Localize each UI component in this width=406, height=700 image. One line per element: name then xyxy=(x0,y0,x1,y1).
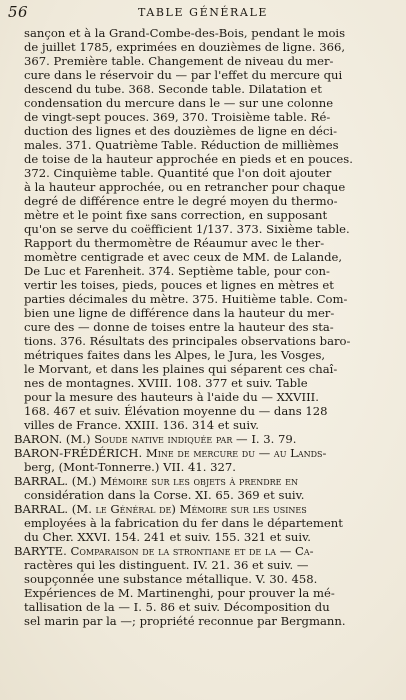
text-line: 372. Cinquième table. Quantité que l'on doit ajouter xyxy=(24,166,332,180)
text-line: 168. 467 et suiv. Élévation moyenne du — dans 128 xyxy=(24,404,328,418)
text-line: descend du tube. 368. Seconde table. Dilatation et xyxy=(24,82,322,96)
text-line: mètre et le point fixe sans correction, en supposant xyxy=(24,208,328,222)
text-line: berg, (Mont-Tonnerre.) VII. 41. 327. xyxy=(24,460,236,474)
text-line: nes de montagnes. XVIII. 108. 377 et suiv. Table xyxy=(24,376,308,390)
index-entry-line: BARON-FRÉDÉRICH. Mine de mercure du — au Lands- xyxy=(14,446,327,460)
text-line: condensation du mercure dans le — sur une colonne xyxy=(24,96,334,110)
text-line: Rapport du thermomètre de Réaumur avec le ther- xyxy=(24,236,325,250)
index-entry-line: BARYTE. Comparaison de la strontiane et de la — Ca- xyxy=(14,544,314,558)
text-line: cure dans le réservoir du — par l'effet du mercure qui xyxy=(24,68,343,82)
text-line: duction des lignes et des douzièmes de ligne en déci- xyxy=(24,124,337,138)
text-line: à la hauteur approchée, ou en retrancher pour chaque xyxy=(24,180,346,194)
text-line: degré de différence entre le degré moyen du thermo- xyxy=(24,194,338,208)
text-line: males. 371. Quatrième Table. Réduction de millièmes xyxy=(24,138,339,152)
text-line: De Luc et Farenheit. 374. Septième table, pour con- xyxy=(24,264,330,278)
text-line: villes de France. XXIII. 136. 314 et suiv. xyxy=(24,418,259,432)
text-line: qu'on se serve du coëfficient 1/137. 373. Sixième table. xyxy=(24,222,350,236)
text-line: de vingt-sept pouces. 369, 370. Troisième table. Ré- xyxy=(24,110,331,124)
text-line: Expériences de M. Martinenghi, pour prouver la mé- xyxy=(24,586,335,600)
text-line: momètre centigrade et avec ceux de MM. de Lalande, xyxy=(24,250,343,264)
text-line: sançon et à la Grand-Combe-des-Bois, pendant le mois xyxy=(24,26,346,40)
text-line: le Morvant, et dans les plaines qui séparent ces chaî- xyxy=(24,362,338,376)
text-line: de juillet 1785, exprimées en douzièmes de ligne. 366, xyxy=(24,40,346,54)
text-line: de toise de la hauteur approchée en pieds et en pouces. xyxy=(24,152,353,166)
text-line: vertir les toises, pieds, pouces et lignes en mètres et xyxy=(24,278,334,292)
text-line: 367. Première table. Changement de niveau du mer- xyxy=(24,54,334,68)
running-head: TABLE GÉNÉRALE xyxy=(137,6,269,19)
index-text xyxy=(14,26,394,628)
index-entry-line: BARRAL. (M. le Général de) Mémoire sur les usines xyxy=(14,502,307,516)
text-line: bien une ligne de différence dans la hauteur du mer- xyxy=(24,306,335,320)
text-line: soupçonnée une substance métallique. V. 30. 458. xyxy=(24,572,318,586)
text-line: cure des — donne de toises entre la hauteur des sta- xyxy=(24,320,334,334)
text-line: tallisation de la — I. 5. 86 et suiv. Décomposition du xyxy=(24,600,330,614)
text-line: métriques faites dans les Alpes, le Jura, les Vosges, xyxy=(24,348,326,362)
text-line: ractères qui les distinguent. IV. 21. 36 et suiv. — xyxy=(24,558,309,572)
text-line: tions. 376. Résultats des principales observations baro- xyxy=(24,334,351,348)
index-entry-line: BARRAL. (M.) Mémoire sur les objets à prendre en xyxy=(14,474,298,488)
text-line: employées à la fabrication du fer dans le département xyxy=(24,516,343,530)
text-line: sel marin par la —; propriété reconnue par Bergmann. xyxy=(24,614,346,628)
text-line: du Cher. XXVI. 154. 241 et suiv. 155. 321 et suiv. xyxy=(24,530,311,544)
text-line: considération dans la Corse. XI. 65. 369 et suiv. xyxy=(24,488,305,502)
text-line: parties décimales du mètre. 375. Huitième table. Com- xyxy=(24,292,348,306)
index-entry-line: BARON. (M.) Soude native indiquée par — I. 3. 79. xyxy=(14,432,297,446)
page-number: 56 xyxy=(8,3,29,21)
text-line: pour la mesure des hauteurs à l'aide du — XXVIII. xyxy=(24,390,319,404)
